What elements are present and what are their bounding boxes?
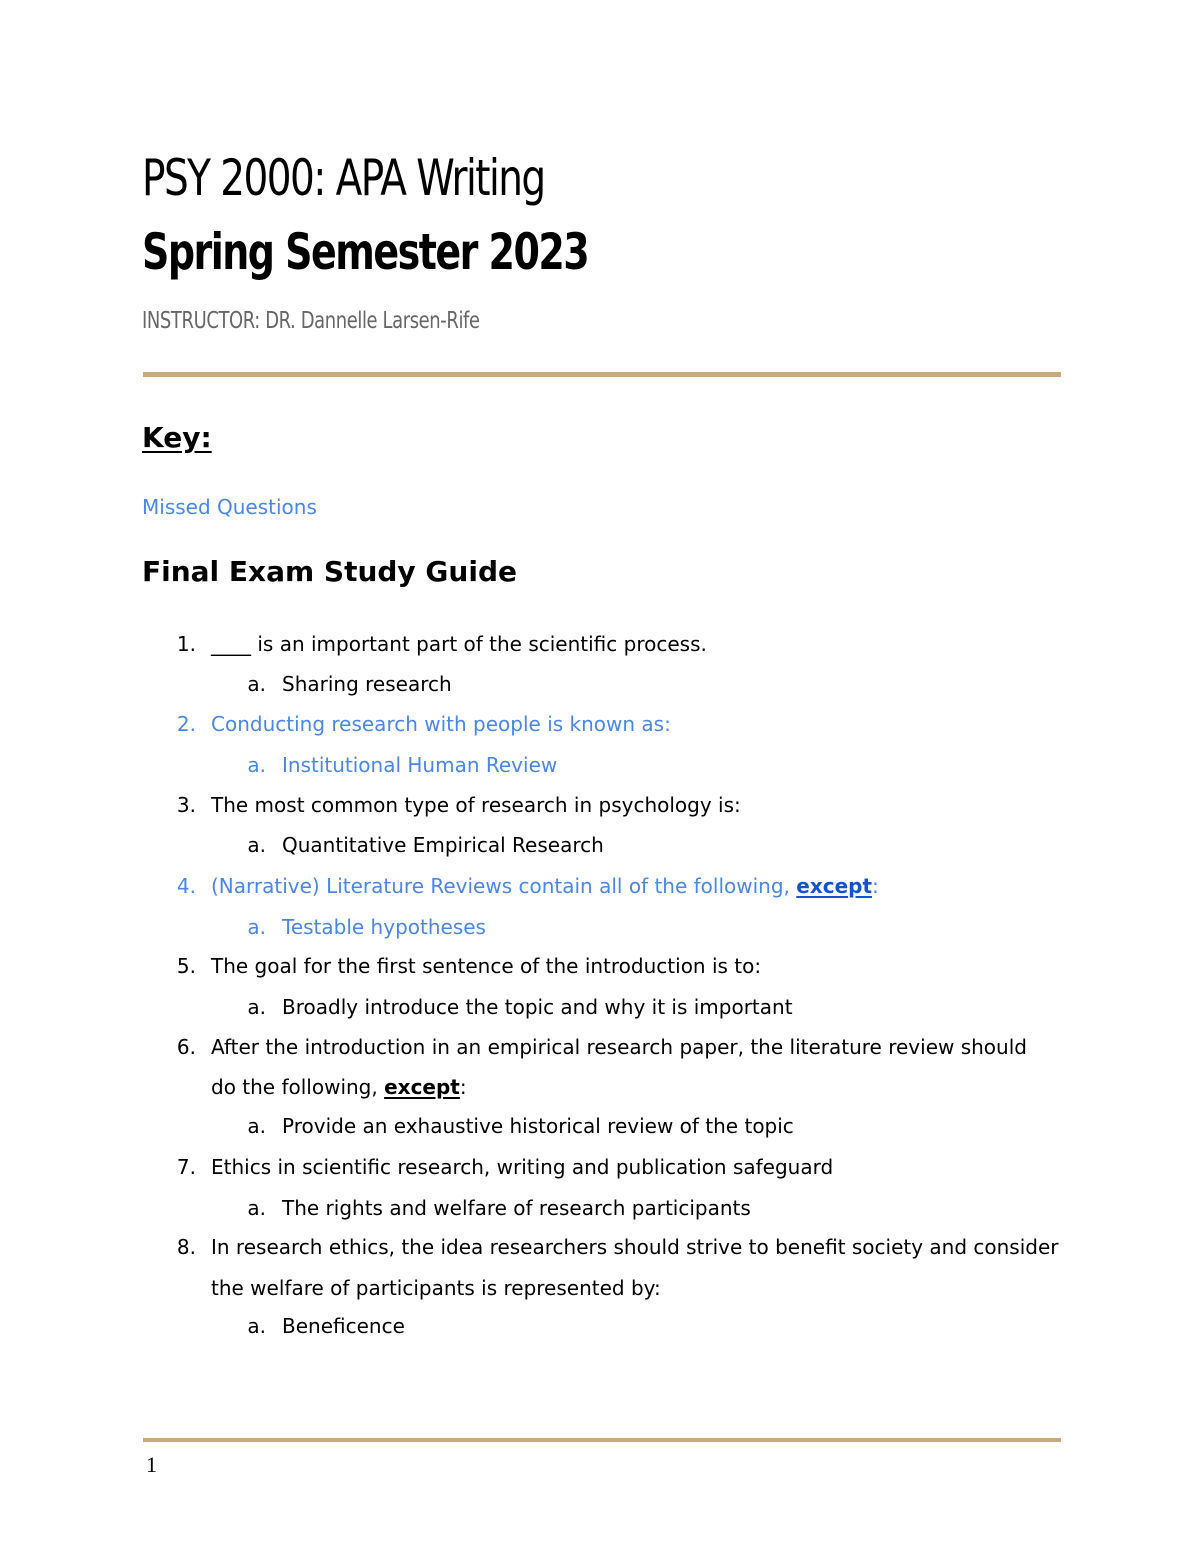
page-number: 1 xyxy=(146,1452,157,1477)
question-number: 7. xyxy=(176,1155,196,1179)
answer-label: a. xyxy=(247,672,266,696)
answer-text: Quantitative Empirical Research xyxy=(282,833,604,857)
answer-label: a. xyxy=(247,1114,266,1138)
instructor-line: INSTRUCTOR: DR. Dannelle Larsen-Rife xyxy=(142,308,480,334)
answer-label: a. xyxy=(247,833,266,857)
question-text: Conducting research with people is known as: xyxy=(211,712,671,736)
study-guide-heading: Final Exam Study Guide xyxy=(142,555,517,588)
key-legend-missed: Missed Questions xyxy=(142,495,317,519)
answer-label: a. xyxy=(247,1196,266,1220)
question-text-start: do the following, xyxy=(211,1075,385,1099)
question-number: 4. xyxy=(176,874,196,898)
answer-text: The rights and welfare of research participants xyxy=(282,1196,751,1220)
question-number: 6. xyxy=(176,1035,196,1059)
question-text-line-1: In research ethics, the idea researchers should strive to benefit society and consider xyxy=(211,1235,1059,1259)
document-title: PSY 2000: APA Writing xyxy=(142,149,545,207)
answer-text: Broadly introduce the topic and why it is important xyxy=(282,995,793,1019)
question-text-line-1: After the introduction in an empirical research paper, the literature review should xyxy=(211,1035,1027,1059)
question-number: 8. xyxy=(176,1235,196,1259)
question-text-end: : xyxy=(872,874,879,898)
except-emphasis: except xyxy=(384,1075,460,1099)
question-text xyxy=(211,871,879,901)
question-text-end: : xyxy=(459,1075,467,1099)
question-number: 5. xyxy=(176,954,196,978)
answer-label: a. xyxy=(247,1314,266,1338)
question-text: ____ is an important part of the scientific process. xyxy=(211,632,707,656)
question-text: The goal for the first sentence of the introduction is to: xyxy=(211,954,762,978)
answer-text: Testable hypotheses xyxy=(282,915,486,939)
answer-label: a. xyxy=(247,915,266,939)
question-text-line-2: the welfare of participants is represented by: xyxy=(211,1276,661,1300)
answer-text: Sharing research xyxy=(282,672,452,696)
question-text-start: (Narrative) Literature Reviews contain all of the following, xyxy=(211,874,797,898)
question-number: 3. xyxy=(176,793,196,817)
except-emphasis: except xyxy=(796,874,873,898)
document-subtitle: Spring Semester 2023 xyxy=(142,223,589,281)
header-divider xyxy=(143,372,1061,377)
key-heading: Key: xyxy=(142,421,212,454)
answer-text: Institutional Human Review xyxy=(282,753,558,777)
question-text: The most common type of research in psychology is: xyxy=(211,793,741,817)
footer-divider xyxy=(143,1438,1061,1442)
question-text: Ethics in scientific research, writing and publication safeguard xyxy=(211,1155,834,1179)
question-text-line-2 xyxy=(211,1072,467,1102)
answer-text: Beneficence xyxy=(282,1314,405,1338)
answer-label: a. xyxy=(247,753,266,777)
question-number: 1. xyxy=(176,632,196,656)
question-number: 2. xyxy=(176,712,196,736)
answer-text: Provide an exhaustive historical review of the topic xyxy=(282,1114,794,1138)
answer-label: a. xyxy=(247,995,266,1019)
